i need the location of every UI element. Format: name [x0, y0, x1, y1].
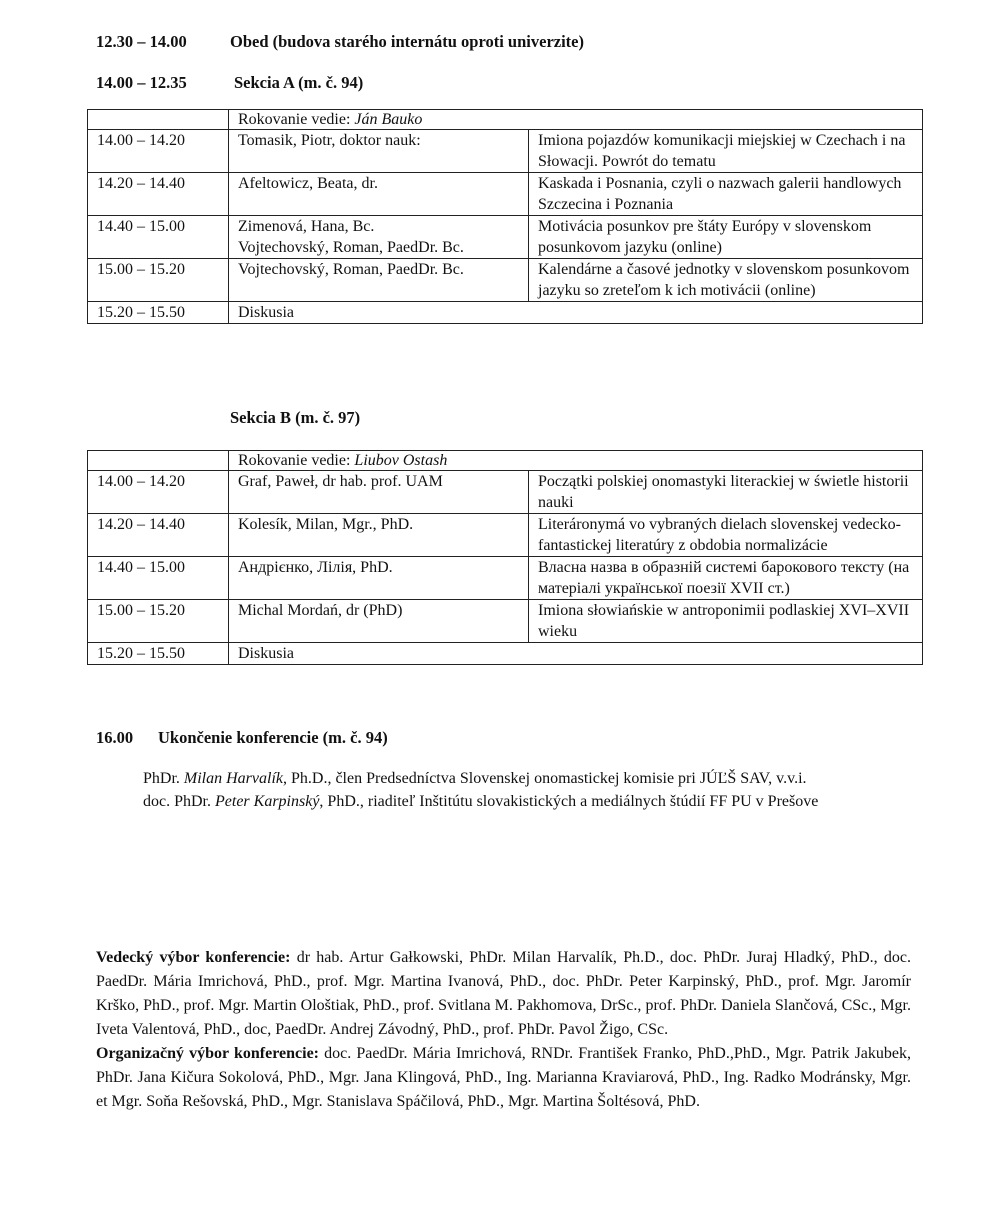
- row-time: 15.00 – 15.20: [88, 600, 229, 643]
- section-a-table: [87, 109, 923, 324]
- table-row: [88, 471, 923, 514]
- section-b-title: Sekcia B (m. č. 97): [230, 408, 361, 427]
- row-time: 14.00 – 14.20: [88, 130, 229, 173]
- scientific-committee-text: dr hab. Artur Gałkowski, PhDr. Milan Harvalík, Ph.D., doc. PhDr. Juraj Hladký, PhD., doc. PaedDr. Mária Imrichová, PhD., prof. Mgr. Martina Ivanová, PhD., doc. PhDr. Peter Karpinský, PhD., prof. Mgr. Jaromír Krško, PhD., prof. Mgr. Martin Ološtiak, PhD., prof. Svitlana M. Pakhomova, DrSc., prof. PhDr. Daniela Slančová, CSc., Mgr. Iveta Valentová, PhD., doc, PaedDr. Andrej Závodný, PhD., prof. PhDr. Pavol Žigo, CSc.: [96, 949, 911, 1038]
- row-speaker: Kolesík, Milan, Mgr., PhD.: [229, 514, 529, 557]
- section-a-heading: [96, 73, 363, 93]
- signatory: [143, 790, 818, 813]
- moderator-label: Rokovanie vedie:: [238, 111, 351, 128]
- row-time: 14.40 – 15.00: [88, 216, 229, 259]
- row-time: 14.40 – 15.00: [88, 557, 229, 600]
- section-a-time: 14.00 – 12.35: [96, 73, 187, 92]
- row-discussion: Diskusia: [229, 302, 923, 324]
- row-title: Literáronymá vo vybraných dielach slovenskej vedecko-fantastickej literatúry z obdobia normalizácie: [529, 514, 923, 557]
- row-title: Imiona słowiańskie w antroponimii podlaskiej XVI–XVII wieku: [529, 600, 923, 643]
- organizing-committee: [96, 1042, 911, 1114]
- organizing-committee-label: Organizačný výbor konferencie:: [96, 1045, 319, 1062]
- row-time: 14.20 – 14.40: [88, 514, 229, 557]
- moderator-name: Liubov Ostash: [354, 452, 448, 469]
- row-discussion: Diskusia: [229, 643, 923, 665]
- lunch-text: Obed (budova starého internátu oproti univerzite): [230, 32, 584, 51]
- section-b-table: [87, 450, 923, 665]
- discussion-row: [88, 643, 923, 665]
- row-time: 15.00 – 15.20: [88, 259, 229, 302]
- row-speaker: Vojtechovský, Roman, PaedDr. Bc.: [229, 259, 529, 302]
- signatory-prefix: doc. PhDr.: [143, 793, 211, 810]
- moderator-row: [88, 451, 923, 471]
- row-speaker: Tomasik, Piotr, doktor nauk:: [229, 130, 529, 173]
- closing-line: [96, 728, 388, 748]
- row-speaker: Afeltowicz, Beata, dr.: [229, 173, 529, 216]
- signatory: [143, 767, 807, 790]
- row-speaker: Graf, Paweł, dr hab. prof. UAM: [229, 471, 529, 514]
- section-b-heading: [230, 408, 360, 428]
- lunch-time: 12.30 – 14.00: [96, 32, 187, 51]
- signatory-prefix: PhDr.: [143, 770, 180, 787]
- row-time: 15.20 – 15.50: [88, 302, 229, 324]
- organizing-committee-text: doc. PaedDr. Mária Imrichová, RNDr. František Franko, PhD.,PhD., Mgr. Patrik Jakubek, PhDr. Jana Kičura Sokolová, PhD., Mgr. Jana Klingová, PhD., Ing. Marianna Kraviarová, PhD., Ing. Radko Modránsky, Mgr. et Mgr. Soňa Rešovská, PhD., Mgr. Stanislava Spáčilová, PhD., Mgr. Martina Šoltésová, PhD.: [96, 1045, 912, 1110]
- lunch-line: [96, 32, 584, 52]
- row-title: Motivácia posunkov pre štáty Európy v slovenskom posunkovom jazyku (online): [529, 216, 923, 259]
- row-title: Kaskada i Posnania, czyli o nazwach galerii handlowych Szczecina i Poznania: [529, 173, 923, 216]
- table-row: [88, 514, 923, 557]
- row-speaker: Андрієнко, Лілія, PhD.: [229, 557, 529, 600]
- row-speaker: Zimenová, Hana, Bc. Vojtechovský, Roman, PaedDr. Bc.: [229, 216, 529, 259]
- row-time: 15.20 – 15.50: [88, 643, 229, 665]
- row-title: Początki polskiej onomastyki literackiej w świetle historii nauki: [529, 471, 923, 514]
- moderator-row: [88, 110, 923, 130]
- row-time: 14.20 – 14.40: [88, 173, 229, 216]
- scientific-committee-label: Vedecký výbor konferencie:: [96, 949, 291, 966]
- row-title: Kalendárne a časové jednotky v slovenskom posunkovom jazyku so zreteľom k ich motivácii (online): [529, 259, 923, 302]
- row-time: 14.00 – 14.20: [88, 471, 229, 514]
- table-row: [88, 130, 923, 173]
- signatory-name: Peter Karpinský: [215, 793, 320, 810]
- table-row: [88, 216, 923, 259]
- committees: [96, 946, 911, 1114]
- table-row: [88, 259, 923, 302]
- row-title: Imiona pojazdów komunikacji miejskiej w Czechach i na Słowacji. Powrót do tematu: [529, 130, 923, 173]
- closing-time: 16.00: [96, 728, 134, 747]
- scientific-committee: [96, 946, 911, 1042]
- table-row: [88, 557, 923, 600]
- table-row: [88, 600, 923, 643]
- moderator-label: Rokovanie vedie:: [238, 452, 351, 469]
- closing-text: Ukončenie konferencie (m. č. 94): [158, 728, 388, 747]
- discussion-row: [88, 302, 923, 324]
- row-title: Власна назва в образній системі барокового тексту (на матеріалі української поезії XVII ст.): [529, 557, 923, 600]
- section-a-title: Sekcia A (m. č. 94): [234, 73, 364, 92]
- signatory-suffix: , PhD., riaditeľ Inštitútu slovakistických a mediálnych štúdií FF PU v Prešove: [319, 793, 819, 810]
- signatory-name: Milan Harvalík: [183, 770, 283, 787]
- row-speaker: Michal Mordań, dr (PhD): [229, 600, 529, 643]
- signatory-suffix: , Ph.D., člen Predsedníctva Slovenskej onomastickej komisie pri JÚĽŠ SAV, v.v.i.: [283, 770, 807, 787]
- moderator-name: Ján Bauko: [354, 111, 423, 128]
- table-row: [88, 173, 923, 216]
